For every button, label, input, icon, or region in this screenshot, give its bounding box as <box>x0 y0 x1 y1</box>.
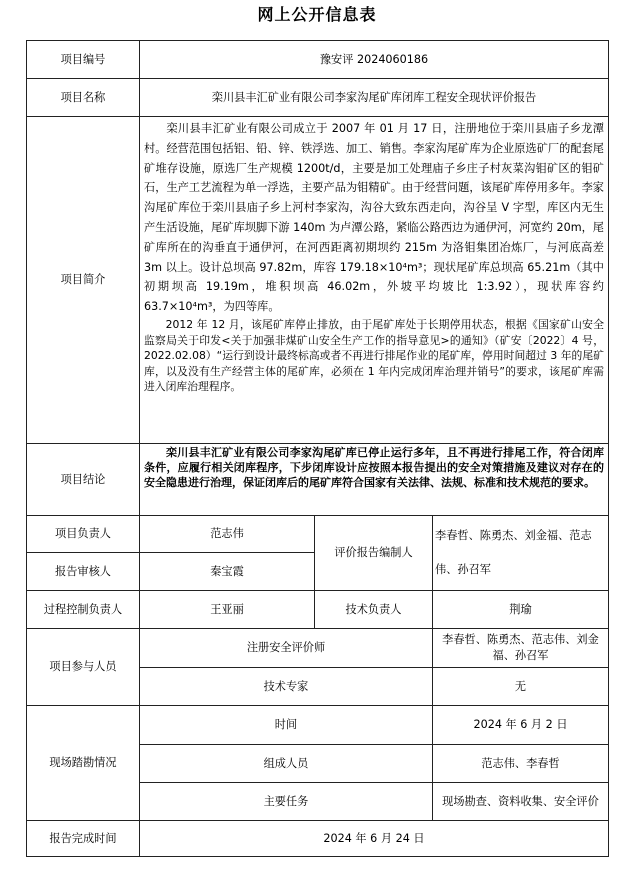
info-table <box>26 40 609 857</box>
report-editor-value: 李春哲、陈勇杰、刘金福、范志伟、孙召军 <box>433 516 609 591</box>
table-row <box>27 444 609 516</box>
tech-expert-value: 无 <box>433 668 609 706</box>
table-row <box>27 591 609 629</box>
conclusion-label: 项目结论 <box>27 444 140 516</box>
reviewer-label: 报告审核人 <box>27 553 140 591</box>
survey-members-value: 范志伟、李春哲 <box>433 745 609 783</box>
project-summary-label: 项目简介 <box>27 117 140 444</box>
table-row <box>27 821 609 857</box>
tech-leader-label: 技术负责人 <box>315 591 433 629</box>
page-title: 网上公开信息表 <box>257 5 377 24</box>
summary-paragraph-1: 栾川县丰汇矿业有限公司成立于 2007 年 01 月 17 日，注册地位于栾川县庙子乡龙潭村。经营范围包括铝、铅、锌、铁浮选、加工、销售。李家沟尾矿库为企业原选矿厂的配套尾矿堆存设施，原选厂生产规模 1200t/d，主要是加工处理庙子乡庄子村灰菜沟钼矿区的钼矿石，生产工艺流程为单一浮选，主要产品为钼精矿。由于经营问题，该尾矿库停用多年。李家沟尾矿库位于栾川县庙子乡上河村李家沟，沟谷大致东西走向，沟谷呈 V 字型，库区内无生产生活设施，尾矿库坝脚下游 140m 为卢潭公路，紧临公路西边为通伊河，河宽约 20m，尾矿库所在的沟垂直于通伊河，在河西距离初期坝约 215m 为洛钼集团冶炼厂，与河底高差 3m 以上。设计总坝高 97.82m，库容 179.18×10⁴m³；现状尾矿库总坝高 65.21m（其中初期坝高 19.19m，堆积坝高 46.02m，外坡平均坡比 1:3.92），现状库容约 63.7×10⁴m³，为四等库。 <box>144 122 604 314</box>
tech-leader-value: 荆瑜 <box>433 591 609 629</box>
leader-value: 范志伟 <box>140 516 315 553</box>
tech-expert-label: 技术专家 <box>140 668 433 706</box>
survey-members-label: 组成人员 <box>140 745 433 783</box>
project-name-label: 项目名称 <box>27 79 140 117</box>
project-number-label: 项目编号 <box>27 41 140 79</box>
reviewer-value: 秦宝霞 <box>140 553 315 591</box>
table-row <box>27 79 609 117</box>
participants-label: 项目参与人员 <box>27 629 140 706</box>
project-summary-content <box>140 117 609 444</box>
table-row <box>27 629 609 668</box>
table-row <box>27 117 609 444</box>
table-row <box>27 516 609 553</box>
registered-assessor-value: 李春哲、陈勇杰、范志伟、刘金福、孙召军 <box>433 629 609 668</box>
survey-time-label: 时间 <box>140 706 433 745</box>
leader-label: 项目负责人 <box>27 516 140 553</box>
project-number-value: 豫安评 2024060186 <box>140 41 609 79</box>
completion-value: 2024 年 6 月 24 日 <box>140 821 609 857</box>
summary-paragraph-2: 2012 年 12 月，该尾矿库停止排放，由于尾矿库处于长期停用状态，根据《国家矿山安全监察局关于印发<关于加强非煤矿山安全生产工作的指导意见>的通知》（矿安〔2022〕4 号，2022.02.08）“运行到设计最终标高或者不再进行排尾作业的尾矿库，停用时间超过 3 年的尾矿库，以及没有生产经营主体的尾矿库，必须在 1 年内完成闭库治理并销号”的要求，该尾矿库需进入闭库治理程序。 <box>144 317 604 394</box>
survey-tasks-value: 现场勘查、资料收集、安全评价 <box>433 783 609 821</box>
table-row <box>27 706 609 745</box>
completion-label: 报告完成时间 <box>27 821 140 857</box>
conclusion-content <box>140 444 609 516</box>
survey-time-value: 2024 年 6 月 2 日 <box>433 706 609 745</box>
conclusion-text: 栾川县丰汇矿业有限公司李家沟尾矿库已停止运行多年，且不再进行排尾工作，符合闭库条件，应履行相关闭库程序，下步闭库设计应按照本报告提出的安全对策措施及建议对存在的安全隐患进行治理，保证闭库后的尾矿库符合国家有关法律、法规、标准和技术规范的要求。 <box>144 446 604 489</box>
survey-tasks-label: 主要任务 <box>140 783 433 821</box>
project-name-value: 栾川县丰汇矿业有限公司李家沟尾矿库闭库工程安全现状评价报告 <box>140 79 609 117</box>
process-control-label: 过程控制负责人 <box>27 591 140 629</box>
registered-assessor-label: 注册安全评价师 <box>140 629 433 668</box>
process-control-value: 王亚丽 <box>140 591 315 629</box>
table-row <box>27 41 609 79</box>
site-survey-label: 现场踏勘情况 <box>27 706 140 821</box>
report-editor-label: 评价报告编制人 <box>315 516 433 591</box>
